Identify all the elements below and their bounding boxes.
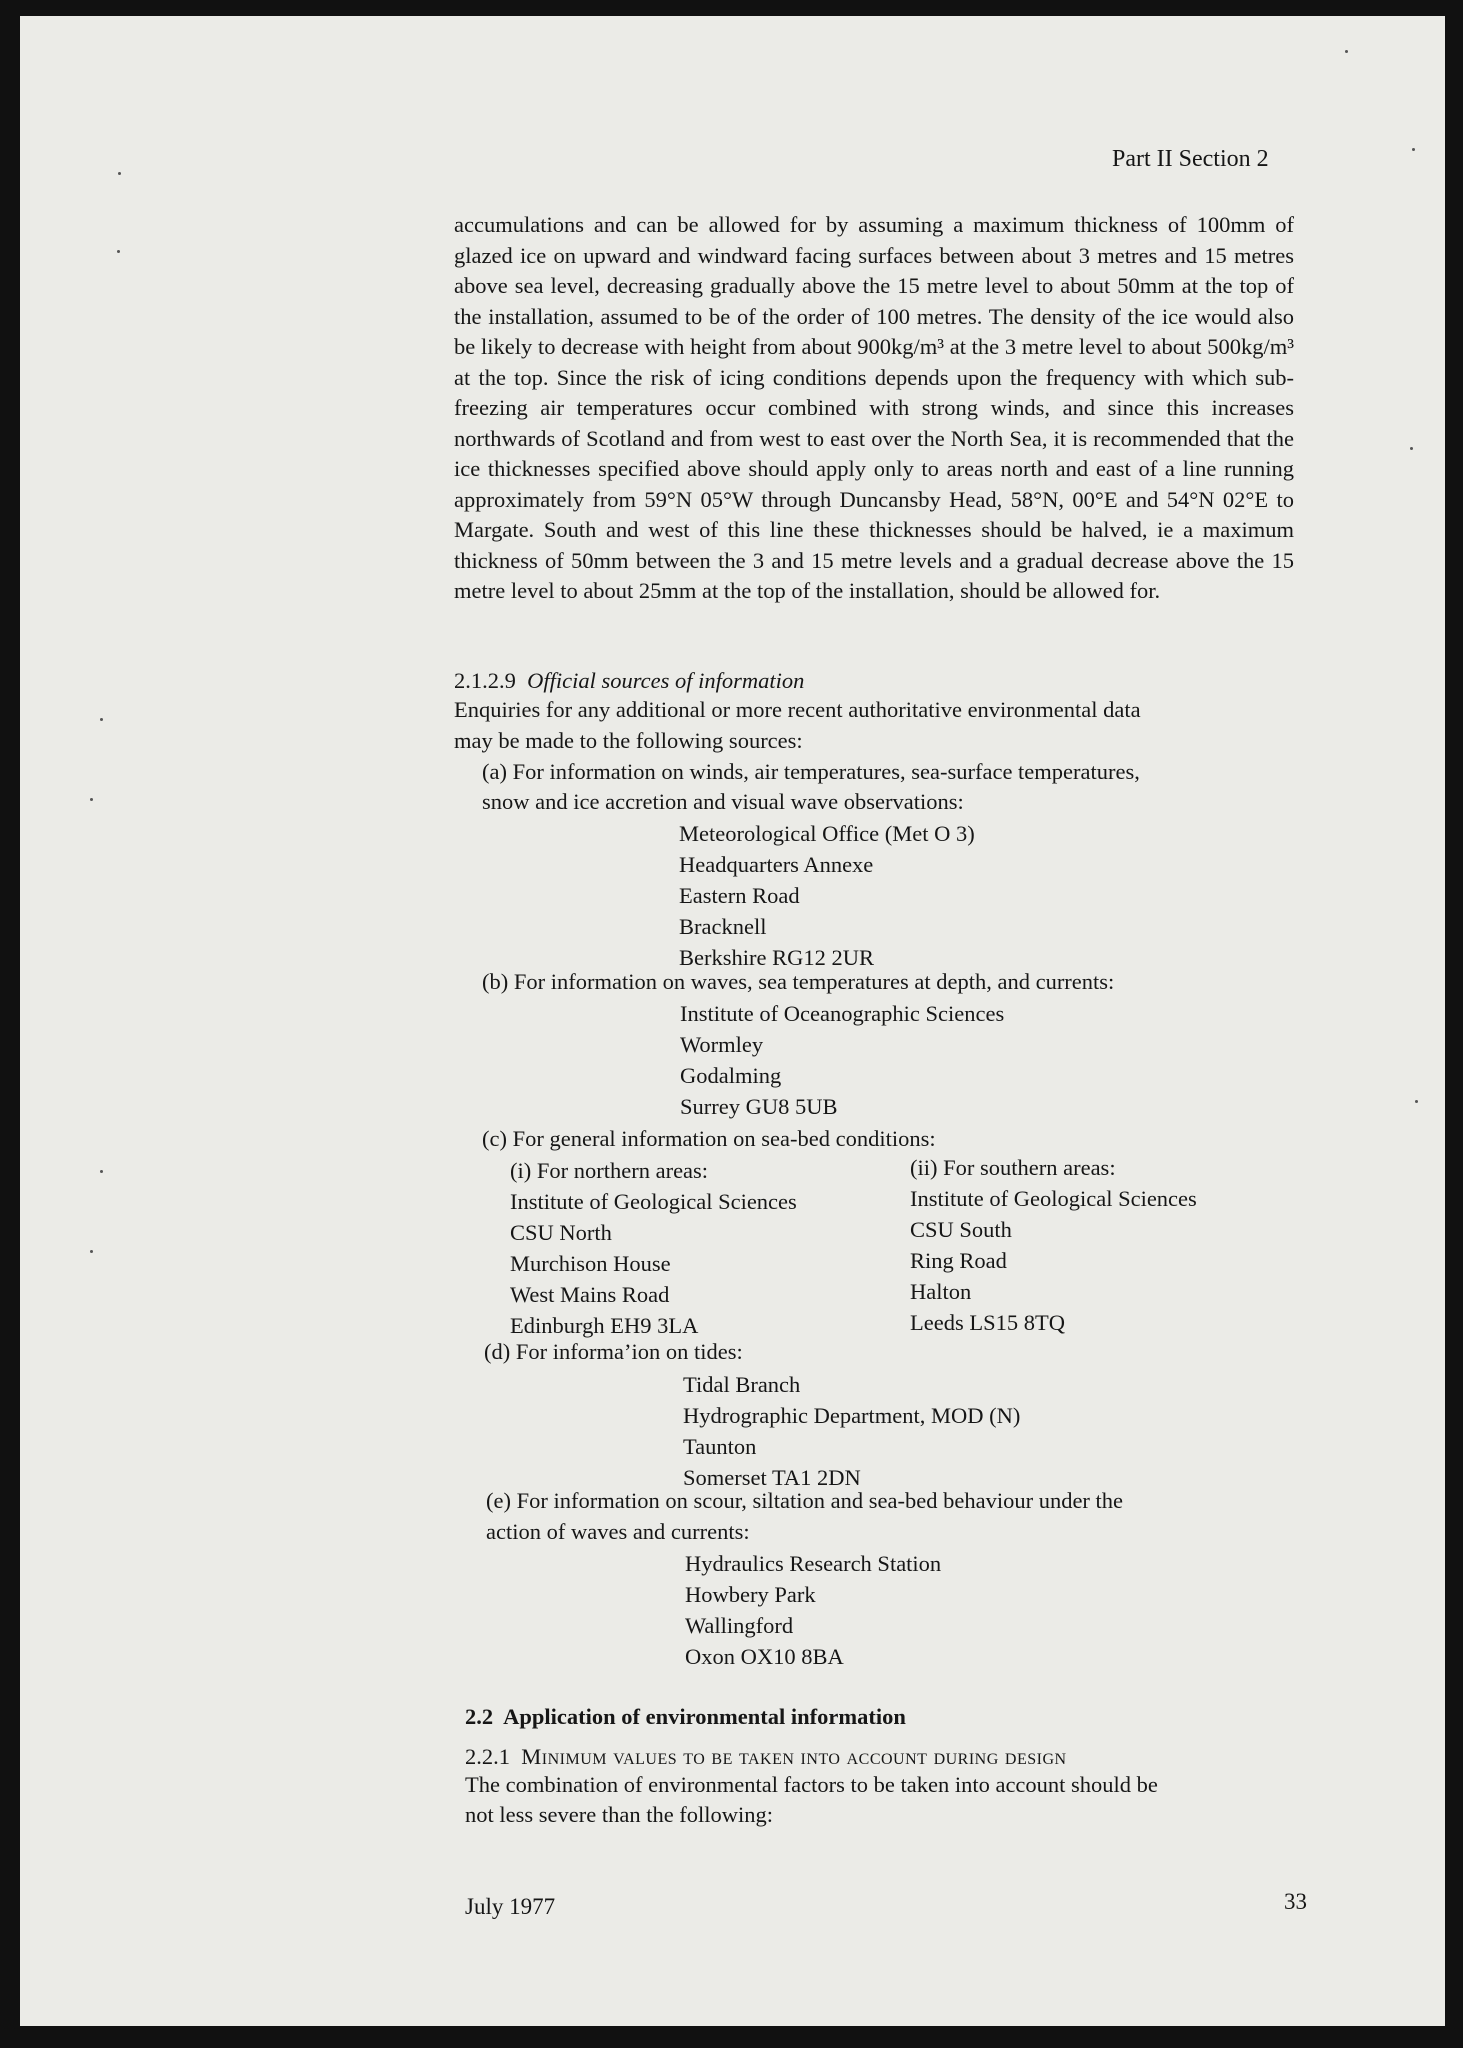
address-line: Howbery Park [685,1582,816,1607]
section-22-heading [465,1704,906,1730]
address-line: Headquarters Annexe [679,852,874,877]
address-line: Surrey GU8 5UB [680,1094,838,1119]
section-2129-intro-2: may be made to the following sources: [454,728,803,753]
intro-paragraph: accumulations and can be allowed for by assuming a maximum thickness of 100mm of glazed ice on upward and windward facing surfaces between about 3 metres and 15 metres above sea level, decreasing gradually above the 15 metre level to about 50mm at the top of the installation, assumed to be of the order of 100 metres. The density of the ice would also be likely to decrease with height from about 900kg/m³ at the 3 metre level to about 500kg/m³ at the top. Since the risk of icing conditions depends upon the frequency with which sub-freezing air temperatures occur combined with strong winds, and since this increases northwards of Scotland and from west to east over the North Sea, it is recommended that the ice thicknesses specified above should apply only to areas north and east of a line running approximately from 59°N 05°W through Duncansby Head, 58°N, 00°E and 54°N 02°E to Margate. South and west of this line these thicknesses should be halved, ie a maximum thickness of 50mm between the 3 and 15 metre levels and a gradual decrease above the 15 metre level to about 25mm at the top of the installation, should be allowed for. [454,212,1294,603]
section-2129-title: Official sources of information [527,668,805,693]
source-a-line-2: snow and ice accretion and visual wave observations: [482,789,964,814]
section-22-title: Application of environmental information [503,1704,906,1729]
address-line: Tidal Branch [683,1372,801,1397]
page-number: 33 [1284,1889,1307,1914]
source-e-line-1: (e) For information on scour, siltation and sea-bed behaviour under the [486,1488,1124,1513]
address-line: Wormley [680,1032,764,1057]
source-b-line-1: (b) For information on waves, sea temperatures at depth, and currents: [482,969,1115,994]
address-line: Institute of Geological Sciences [510,1189,797,1214]
south-heading: (ii) For southern areas: [910,1155,1116,1180]
section-221-heading [465,1744,1067,1770]
north-heading: (i) For northern areas: [510,1158,709,1183]
section-221-line-1: The combination of environmental factors to be taken into account should be [465,1772,1158,1797]
section-221-title: Minimum values to be taken into account during design [521,1744,1067,1769]
address-line: Oxon OX10 8BA [685,1644,844,1669]
scan-speck [1410,447,1413,450]
section-2129-heading [454,668,804,694]
address-line: West Mains Road [510,1282,670,1307]
address-line: Taunton [683,1434,757,1459]
address-line: Eastern Road [679,883,800,908]
source-d-address [683,1369,1020,1493]
scan-speck [100,718,103,721]
section-2129-number: 2.1.2.9 [454,668,516,693]
address-line: CSU North [510,1220,612,1245]
address-line: Bracknell [679,914,767,939]
address-line: Berkshire RG12 2UR [679,945,874,970]
address-line: Somerset TA1 2DN [683,1465,861,1490]
source-d-line-1: (d) For informa’ion on tides: [484,1339,743,1364]
running-head: Part II Section 2 [1112,146,1269,172]
section-221-line-2: not less severe than the following: [465,1802,774,1827]
address-line: Godalming [680,1063,782,1088]
scan-speck [1412,148,1415,151]
address-line: Meteorological Office (Met O 3) [679,821,975,846]
section-22-number: 2.2 [465,1704,494,1729]
scan-speck [1345,50,1348,53]
source-c-line-1: (c) For general information on sea-bed conditions: [482,1126,936,1151]
address-line: Institute of Oceanographic Sciences [680,1001,1005,1026]
source-e-address [685,1548,941,1672]
source-c-south [910,1152,1197,1338]
address-line: Wallingford [685,1613,794,1638]
scan-speck [90,1250,93,1253]
section-221-number: 2.2.1 [465,1744,510,1769]
address-line: Institute of Geological Sciences [910,1186,1197,1211]
source-e-line-2: action of waves and currents: [486,1519,750,1544]
source-a-line-1: (a) For information on winds, air temperatures, sea-surface temperatures, [482,759,1140,784]
source-a-address [679,818,975,973]
address-line: Halton [910,1279,972,1304]
scan-speck [90,798,93,801]
address-line: Murchison House [510,1251,671,1276]
source-c-north [510,1155,797,1341]
scan-speck [1415,1100,1418,1103]
address-line: Leeds LS15 8TQ [910,1310,1065,1335]
address-line: Edinburgh EH9 3LA [510,1313,699,1338]
address-line: CSU South [910,1217,1012,1242]
scan-speck [117,250,120,253]
address-line: Hydrographic Department, MOD (N) [683,1403,1021,1428]
scan-speck [100,1170,103,1173]
section-2129-intro-1: Enquiries for any additional or more recent authoritative environmental data [454,697,1141,722]
address-line: Hydraulics Research Station [685,1551,942,1576]
scan-speck [118,172,121,175]
source-b-address [680,998,1004,1122]
footer-date: July 1977 [465,1894,556,1919]
address-line: Ring Road [910,1248,1007,1273]
